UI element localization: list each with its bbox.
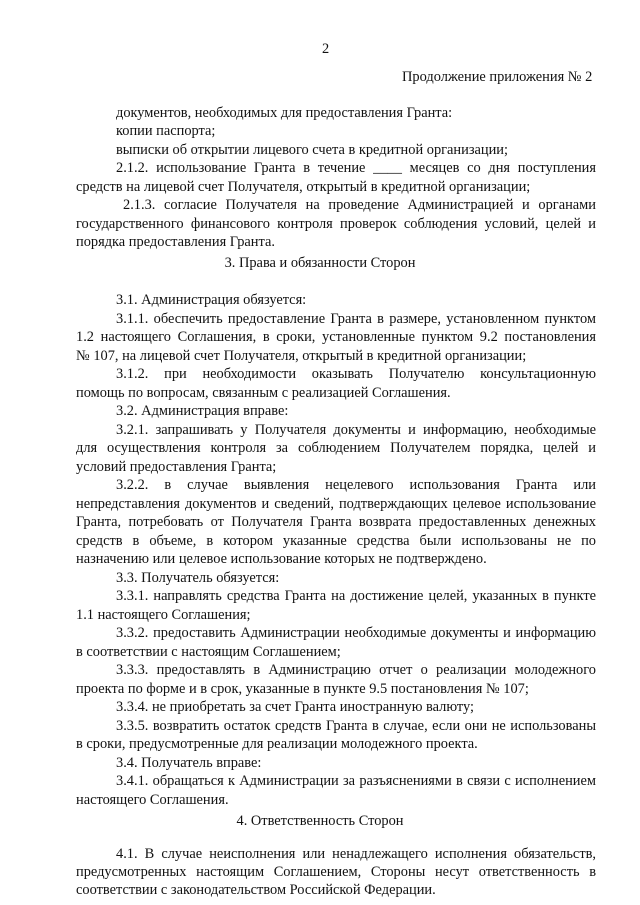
text-line: соответствии с законодательством Российской Федерации. [76,882,436,898]
text-line: помощь по вопросам, связанным с реализацией Соглашения. [76,385,451,401]
text-line: в сроки, предусмотренные для реализации молодежного проекта. [76,736,478,752]
text-line: 3.2.2. в случае выявления нецелевого использования Гранта или [116,477,596,493]
text-line: 3.1. Администрация обязуется: [116,292,307,308]
text-line: 3.4.1. обращаться к Администрации за разъяснениями в связи с исполнением [116,773,596,789]
text-line: средств на лицевой счет Получателя, открытый в кредитной организации; [76,179,531,195]
text-line: в соответствии с настоящим Соглашением; [76,644,341,660]
text-line: непредставления документов и сведений, подтверждающих целевое использование [76,496,596,512]
text-line: порядка предоставления Гранта. [76,234,275,250]
text-line: 3.3. Получатель обязуется: [116,570,280,586]
text-line: выписки об открытии лицевого счета в кредитной организации; [116,142,509,158]
section-heading-3: 3. Права и обязанности Сторон [224,255,416,271]
text-line: 3.2.1. запрашивать у Получателя документы и информацию, необходимые [116,422,596,438]
text-line: государственного финансового контроля проверок соблюдения условий, целей и [76,216,596,232]
text-line: проекта по форме и в срок, указанные в пункте 9.5 постановления № 107; [76,681,529,697]
text-line: 3.3.5. возвратить остаток средств Гранта в случае, если они не использованы [116,718,596,734]
text-line: документов, необходимых для предоставления Гранта: [116,105,453,121]
text-line: 3.4. Получатель вправе: [116,755,262,771]
section-heading-4: 4. Ответственность Сторон [236,813,404,829]
text-line: 3.3.4. не приобретать за счет Гранта иностранную валюту; [116,699,475,715]
text-line: 2.1.2. использование Гранта в течение ____ месяцев со дня поступления [116,160,596,176]
text-line: настоящего Соглашения. [76,792,229,808]
text-line: 1.2 настоящего Соглашения, в сроки, установленные пунктом 9.2 постановления [76,329,596,345]
text-line: средств в объеме, в котором указанные средства были использованы не по [76,533,596,549]
text-line: 4.1. В случае неисполнения или ненадлежащего исполнения обязательств, [116,846,596,862]
text-line: 3.1.1. обеспечить предоставление Гранта в размере, установленном пунктом [116,311,596,327]
text-line: для осуществления контроля за соблюдением Получателем порядка, целей и [76,440,596,456]
text-line: 3.3.1. направлять средства Гранта на достижение целей, указанных в пункте [116,588,596,604]
text-line: № 107, на лицевой счет Получателя, открытый в кредитной организации; [76,348,527,364]
appendix-note: Продолжение приложения № 2 [402,69,593,85]
text-line: предусмотренных настоящим Соглашением, Стороны несут ответственность в [76,864,596,880]
text-line: назначению или целевое использование которых не подтверждено. [76,551,487,567]
text-line: Гранта, потребовать от Получателя Гранта возврата предоставленных денежных [76,514,596,530]
text-line: 1.1 настоящего Соглашения; [76,607,251,623]
text-line: 3.3.2. предоставить Администрации необходимые документы и информацию [116,625,596,641]
text-line: 3.2. Администрация вправе: [116,403,289,419]
text-line: 3.3.3. предоставлять в Администрацию отчет о реализации молодежного [116,662,596,678]
text-line: 2.1.3. согласие Получателя на проведение Администрацией и органами [123,197,596,213]
text-line: копии паспорта; [116,123,216,139]
text-line: условий предоставления Гранта; [76,459,277,475]
text-line: 3.1.2. при необходимости оказывать Получателю консультационную [116,366,596,382]
page-number: 2 [322,41,330,57]
